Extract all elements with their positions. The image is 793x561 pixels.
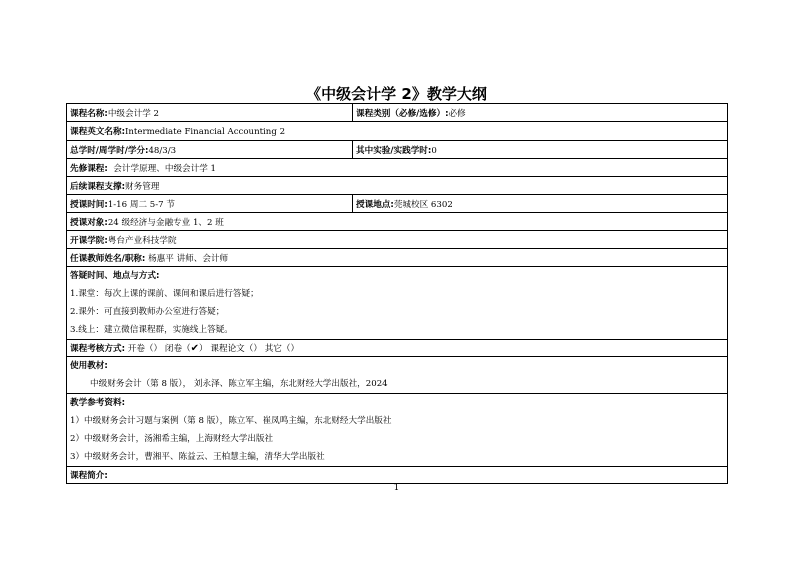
- prerequisite-value: 会计学原理、中级会计学 1: [113, 163, 217, 174]
- location-label: 授课地点:: [356, 199, 394, 210]
- row-course-name: [67, 104, 728, 122]
- assessment-open-book: 开卷（）: [127, 344, 163, 354]
- teacher-label: 任课教师姓名/职称:: [70, 253, 146, 264]
- assessment-closed-book: [165, 344, 208, 354]
- page-title: 《中级会计学 2》教学大纲: [306, 85, 487, 103]
- followup-label: 后续课程支撑:: [70, 181, 125, 192]
- row-textbook: [67, 357, 728, 394]
- row-college: [67, 231, 728, 249]
- course-english-value: Intermediate Financial Accounting 2: [125, 127, 286, 137]
- hours-label: 总学时/周学时/学分:: [70, 145, 149, 156]
- references-label: 教学参考资料:: [70, 398, 125, 408]
- teacher-value: 杨惠平 讲师、会计师: [148, 253, 229, 264]
- course-name-label: 课程名称:: [70, 108, 108, 119]
- schedule-label: 授课时间:: [70, 199, 108, 210]
- qa-item: 2.课外：可直接到教师办公室进行答疑；: [70, 307, 225, 317]
- row-schedule: [67, 195, 728, 213]
- college-value: 粤台产业科技学院: [107, 235, 177, 246]
- qa-cell: [67, 267, 728, 340]
- row-assessment: [67, 340, 728, 357]
- reference-item: 1）中级财务会计习题与案例（第 8 版），陈立军、崔凤鸣主编，东北财经大学出版社: [70, 416, 392, 426]
- row-followup: [67, 177, 728, 195]
- course-english-label: 课程英文名称:: [70, 127, 125, 137]
- intro-label: 课程简介:: [70, 471, 108, 481]
- college-cell: [67, 231, 728, 249]
- prerequisite-cell: [67, 159, 728, 177]
- course-type-label: 课程类别（必修/选修）:: [356, 108, 449, 119]
- row-hours: [67, 141, 728, 159]
- row-prerequisite: [67, 159, 728, 177]
- lab-hours-cell: [353, 141, 728, 159]
- closed-book-end: ）: [199, 344, 208, 354]
- syllabus-table: [66, 103, 728, 484]
- schedule-cell: [67, 195, 353, 213]
- assessment-label: 课程考核方式:: [70, 344, 125, 354]
- checkmark-icon: ✔: [190, 343, 200, 354]
- schedule-value: 1-16 周二 5-7 节: [107, 199, 175, 210]
- assessment-other: 其它（）: [264, 344, 300, 354]
- row-references: [67, 394, 728, 467]
- hours-value: 48/3/3: [148, 145, 177, 156]
- location-cell: [353, 195, 728, 213]
- college-label: 开课学院:: [70, 235, 108, 246]
- prerequisite-label: 先修课程:: [70, 163, 108, 174]
- teacher-cell: [67, 249, 728, 267]
- course-type-cell: [353, 104, 728, 122]
- qa-item: 3.线上：建立微信课程群，实施线上答疑。: [70, 325, 233, 335]
- page-number: 1: [393, 483, 400, 493]
- followup-value: 财务管理: [125, 181, 160, 192]
- lab-hours-label: 其中实验/实践学时:: [356, 145, 432, 156]
- row-qa: [67, 267, 728, 340]
- course-type-value: 必修: [448, 108, 466, 119]
- assessment-paper: 课程论文（）: [210, 344, 262, 354]
- textbook-label: 使用教材:: [70, 361, 108, 371]
- location-value: 莞城校区 6302: [393, 199, 453, 210]
- row-intro: [67, 467, 728, 484]
- course-name-cell: [67, 104, 353, 122]
- audience-cell: [67, 213, 728, 231]
- textbook-value: 中级财务会计（第 8 版）， 刘永泽、陈立军主编，东北财经大学出版社，2024: [90, 379, 388, 389]
- row-teacher: [67, 249, 728, 267]
- lab-hours-value: 0: [431, 145, 437, 156]
- course-english-cell: [67, 122, 728, 141]
- reference-item: 2）中级财务会计，汤湘希主编，上海财经大学出版社: [70, 434, 274, 444]
- followup-cell: [67, 177, 728, 195]
- row-audience: [67, 213, 728, 231]
- qa-label: 答疑时间、地点与方式:: [70, 271, 160, 281]
- reference-item: 3）中级财务会计，曹湘平、陈益云、王柏慧主编，清华大学出版社: [70, 452, 325, 462]
- references-cell: [67, 394, 728, 467]
- course-name-value: 中级会计学 2: [107, 108, 159, 119]
- qa-item: 1.课堂：每次上课的课前、课间和课后进行答疑；: [70, 289, 259, 299]
- row-course-english: [67, 122, 728, 141]
- hours-cell: [67, 141, 353, 159]
- assessment-cell: [67, 340, 728, 357]
- audience-value: 24 级经济与金融专业 1、2 班: [107, 217, 224, 228]
- closed-book-text: 闭卷（: [164, 344, 191, 354]
- audience-label: 授课对象:: [70, 217, 108, 228]
- textbook-cell: [67, 357, 728, 394]
- intro-cell: [67, 467, 728, 484]
